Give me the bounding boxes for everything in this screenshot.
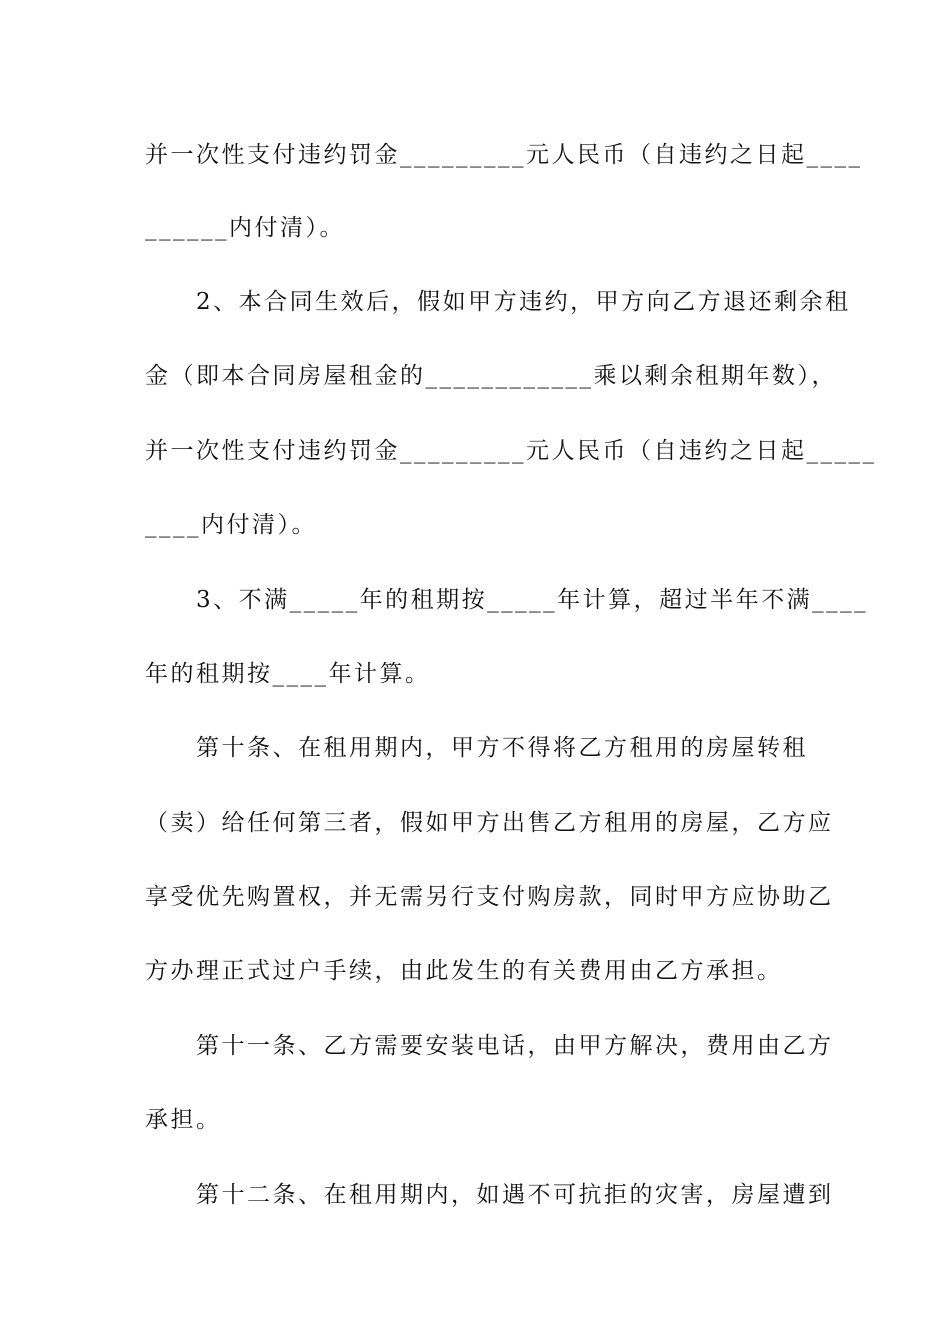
text-line-10: （卖）给任何第三者，假如甲方出售乙方租用的房屋，乙方应 <box>145 810 834 836</box>
text-line-6: ____内付清）。 <box>145 512 317 538</box>
text-line-1: 并一次性支付违约罚金_________元人民币（自违约之日起____ <box>145 142 863 168</box>
text-line-12: 方办理正式过户手续，由此发生的有关费用由乙方承担。 <box>145 958 783 984</box>
text-line-4: 金（即本合同房屋租金的____________乘以剩余租期年数）， <box>145 363 837 389</box>
text-line-3: 2、本合同生效后，假如甲方违约，甲方向乙方退还剩余租 <box>145 289 851 315</box>
text-line-14: 承担。 <box>145 1107 222 1133</box>
text-line-13: 第十一条、乙方需要安装电话，由甲方解决，费用由乙方 <box>145 1033 834 1059</box>
text-line-7: 3、不满_____年的租期按_____年计算，超过半年不满____ <box>145 587 869 613</box>
text-line-8: 年的租期按____年计算。 <box>145 661 431 687</box>
text-line-11: 享受优先购置权，并无需另行支付购房款，同时甲方应协助乙 <box>145 884 834 910</box>
text-line-15: 第十二条、在租用期内，如遇不可抗拒的灾害，房屋遭到 <box>145 1182 834 1208</box>
text-line-9: 第十条、在租用期内，甲方不得将乙方租用的房屋转租 <box>145 735 808 761</box>
text-line-2: ______内付清）。 <box>145 215 345 241</box>
text-line-5: 并一次性支付违约罚金_________元人民币（自违约之日起_____ <box>145 438 877 464</box>
